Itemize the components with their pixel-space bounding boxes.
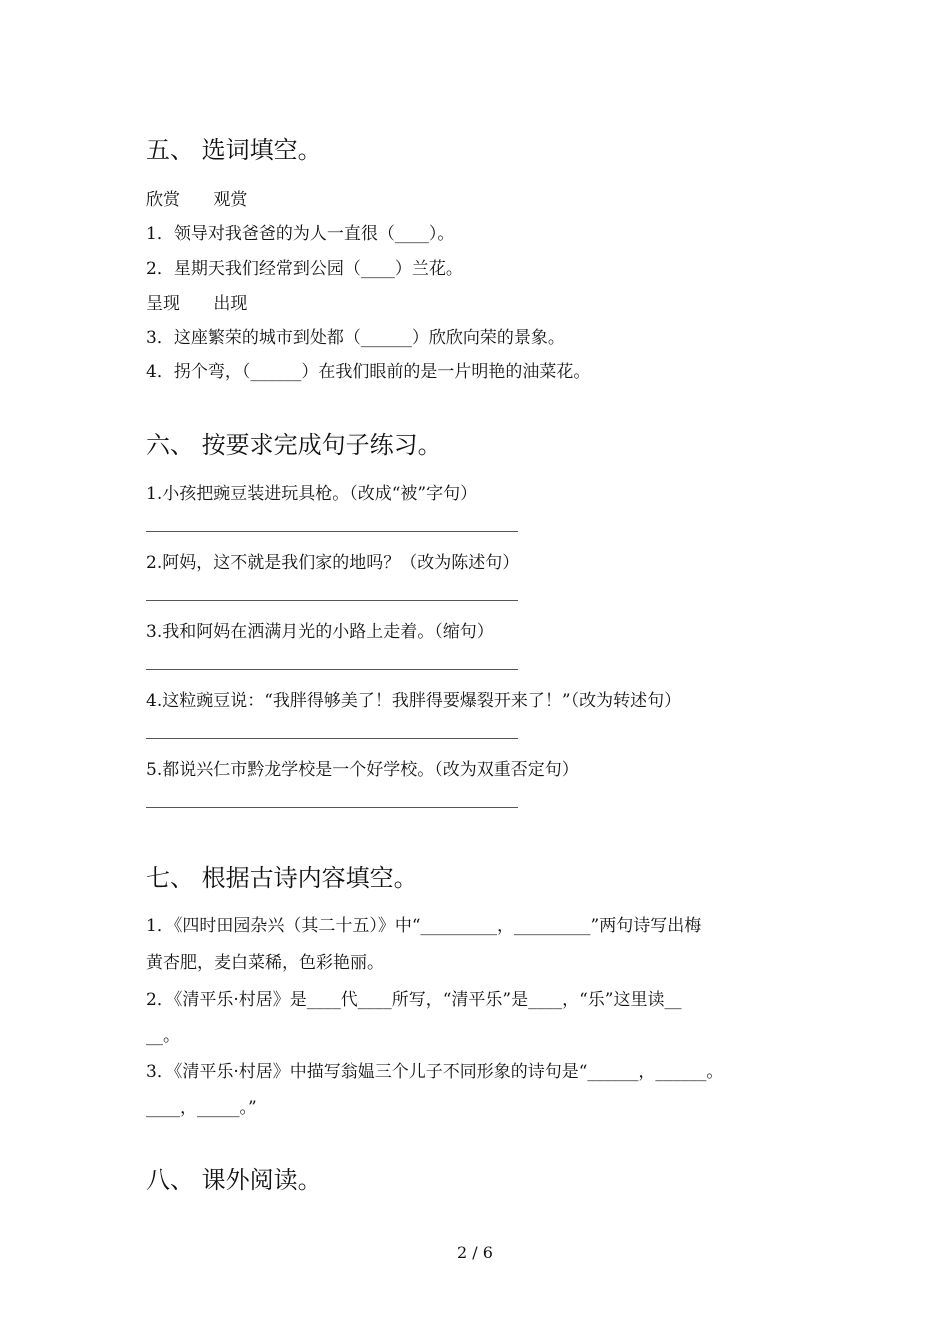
answer-line-4 bbox=[146, 738, 518, 739]
s6-question-3: 3.我和阿妈在洒满月光的小路上走着。（缩句） bbox=[146, 622, 494, 642]
word-pair-1: 欣赏 观赏 bbox=[146, 190, 248, 210]
s7-question-2-line-2: __。 bbox=[146, 1026, 180, 1046]
section-7-title: 七、 根据古诗内容填空。 bbox=[146, 864, 418, 892]
answer-line-1 bbox=[146, 531, 518, 532]
s6-question-5: 5.都说兴仁市黔龙学校是一个好学校。（改为双重否定句） bbox=[146, 760, 579, 780]
answer-line-3 bbox=[146, 669, 518, 670]
s7-question-1-line-2: 黄杏肥，麦白菜稀，色彩艳丽。 bbox=[146, 953, 384, 973]
s5-question-2: 2．星期天我们经常到公园（____）兰花。 bbox=[146, 259, 463, 279]
word-pair-2: 呈现 出现 bbox=[146, 294, 248, 314]
s5-question-3: 3．这座繁荣的城市到处都（______）欣欣向荣的景象。 bbox=[146, 328, 565, 348]
s6-question-4: 4.这粒豌豆说：“我胖得够美了！我胖得要爆裂开来了！”（改为转述句） bbox=[146, 691, 682, 711]
section-5-title: 五、 选词填空。 bbox=[146, 136, 322, 164]
section-6-title: 六、 按要求完成句子练习。 bbox=[146, 431, 442, 459]
section-8-title: 八、 课外阅读。 bbox=[146, 1166, 322, 1194]
answer-line-5 bbox=[146, 807, 518, 808]
s6-question-1: 1.小孩把豌豆装进玩具枪。（改成“被”字句） bbox=[146, 484, 478, 504]
s5-question-4: 4．拐个弯，（______）在我们眼前的是一片明艳的油菜花。 bbox=[146, 362, 591, 382]
s7-question-3-line-1: 3．《清平乐·村居》中描写翁媪三个儿子不同形象的诗句是“______，______。 bbox=[146, 1062, 724, 1082]
page-number: 2 / 6 bbox=[457, 1243, 493, 1262]
s7-question-3-line-2: ____，_____。” bbox=[146, 1098, 257, 1118]
s6-question-2: 2.阿妈，这不就是我们家的地吗？（改为陈述句） bbox=[146, 553, 520, 573]
s5-question-1: 1．领导对我爸爸的为人一直很（____）。 bbox=[146, 224, 455, 244]
s7-question-1-line-1: 1．《四时田园杂兴（其二十五）》中“_________，_________”两句诗写出梅 bbox=[146, 916, 702, 936]
answer-line-2 bbox=[146, 600, 518, 601]
s7-question-2-line-1: 2．《清平乐·村居》是____代____所写，“清平乐”是____，“乐”这里读__ bbox=[146, 990, 682, 1010]
